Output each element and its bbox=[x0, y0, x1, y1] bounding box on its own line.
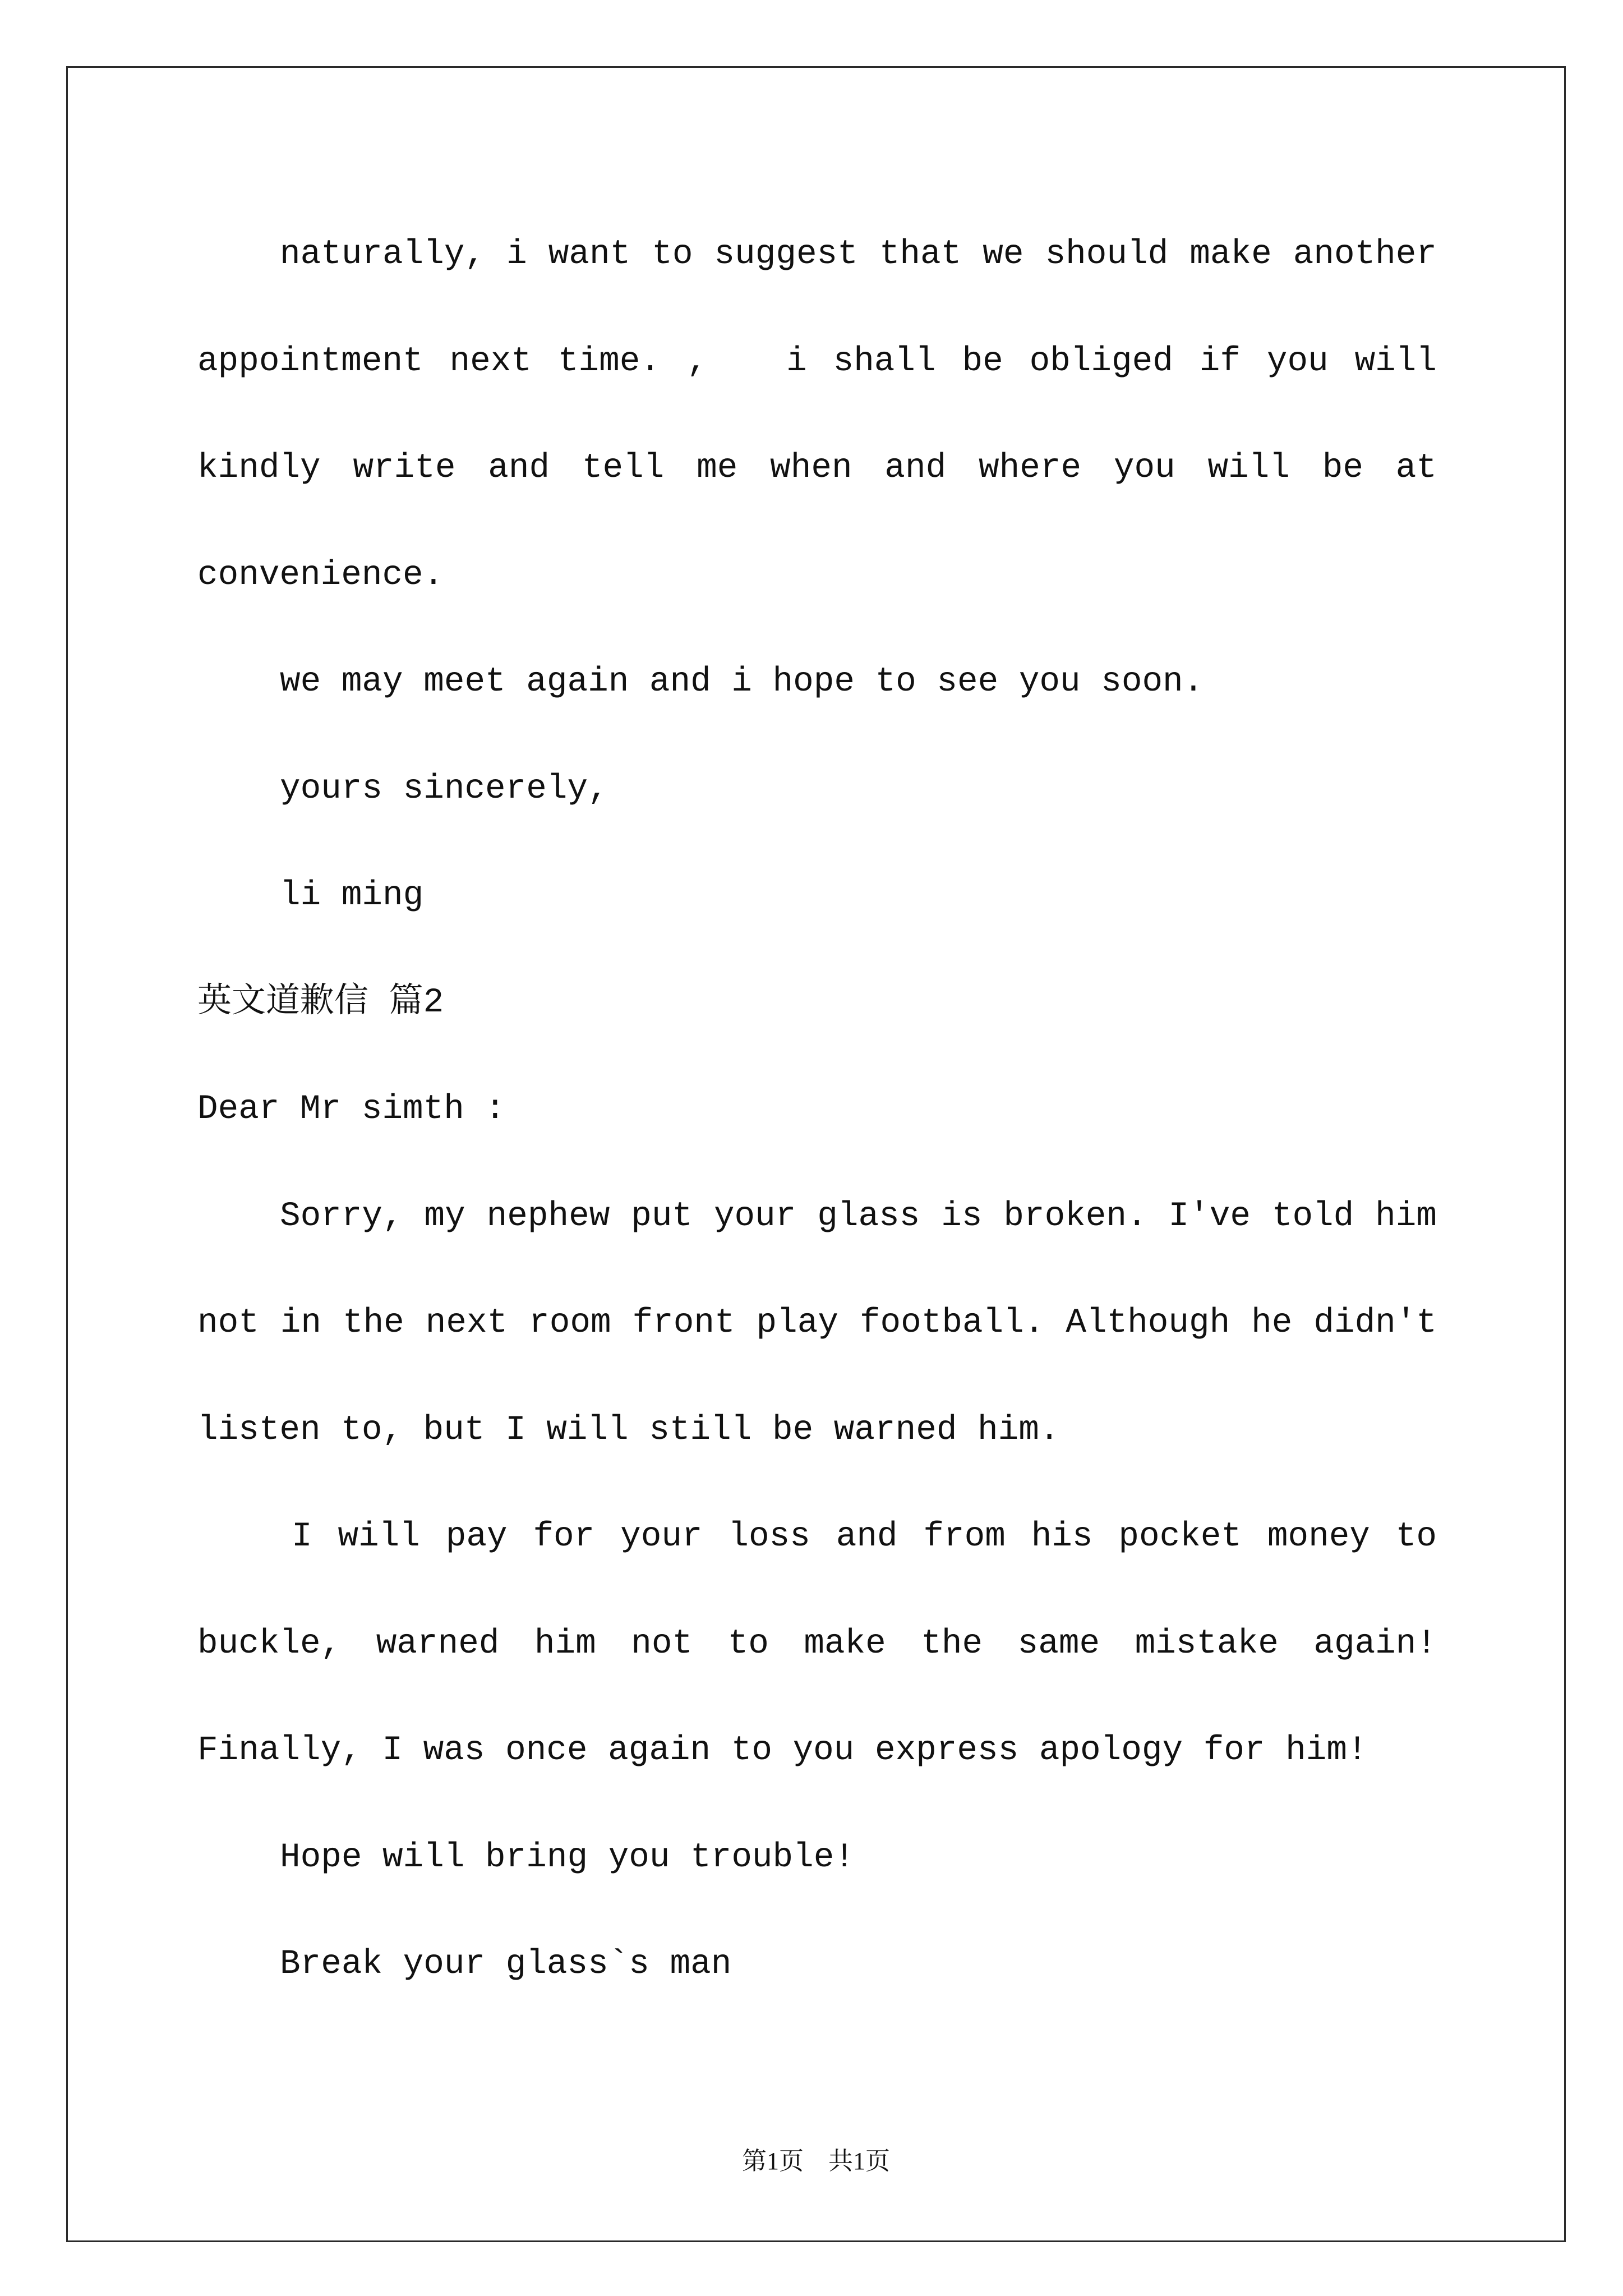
letter-2-paragraph-line: Sorry, my nephew put your glass is broken. I've told him bbox=[280, 1197, 1437, 1236]
letter-2-closing: Hope will bring you trouble! bbox=[280, 1838, 855, 1877]
letter-2-paragraph-line: I will pay for your loss and from his pocket money to bbox=[292, 1517, 1437, 1556]
letter-1-signature: li ming bbox=[280, 876, 424, 915]
letter-1-paragraph-line: appointment next time. , i shall be obliged if you will bbox=[197, 342, 1437, 381]
letter-2-heading: 英文道歉信 篇2 bbox=[197, 983, 444, 1022]
letter-1-closing-paragraph: we may meet again and i hope to see you soon. bbox=[280, 662, 1204, 701]
letter-2-paragraph-line: listen to, but I will still be warned him. bbox=[197, 1410, 1060, 1450]
letter-1-sign-off: yours sincerely, bbox=[280, 769, 608, 808]
letter-2-paragraph-line: buckle, warned him not to make the same mistake again! bbox=[197, 1624, 1437, 1663]
document-body bbox=[197, 201, 1437, 2018]
page-footer: 第1页 共1页 bbox=[742, 2147, 890, 2175]
letter-2-paragraph-line: Finally, I was once again to you express apology for him! bbox=[197, 1731, 1368, 1770]
letter-1-paragraph-line: kindly write and tell me when and where you will be at bbox=[197, 449, 1437, 487]
letter-1-paragraph-line: naturally, i want to suggest that we should make another bbox=[280, 235, 1437, 274]
letter-1-paragraph-line: convenience. bbox=[197, 555, 444, 595]
letter-2-signature: Break your glass`s man bbox=[280, 1945, 732, 1984]
letter-2-salutation: Dear Mr simth : bbox=[197, 1090, 506, 1129]
letter-2-paragraph-line: not in the next room front play football. Although he didn't bbox=[197, 1304, 1437, 1342]
